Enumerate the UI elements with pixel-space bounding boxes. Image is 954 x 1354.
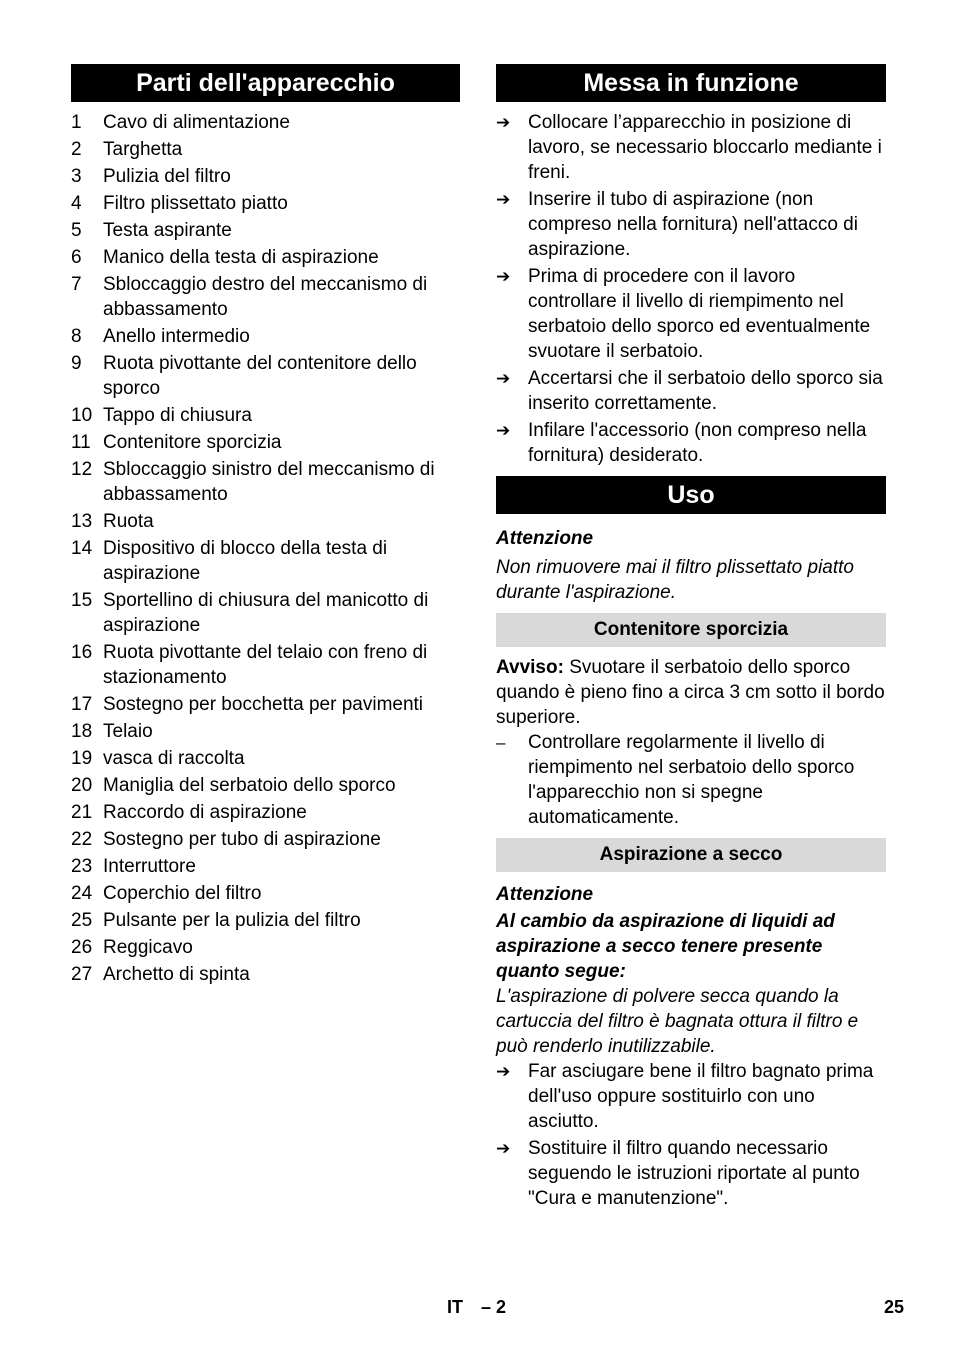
item-label: Filtro plissettato piatto [103, 193, 288, 214]
parts-list-item [71, 962, 460, 987]
item-label: Maniglia del serbatoio dello sporco [103, 775, 396, 796]
parts-list-item [71, 272, 460, 322]
arrow-icon: ➔ [496, 1062, 511, 1081]
item-label: Sbloccaggio sinistro del meccanismo di abbassamento [103, 459, 435, 505]
item-label: Archetto di spinta [103, 964, 250, 985]
parts-list-item [71, 800, 460, 825]
startup-step [496, 187, 886, 262]
dry-attention-label: Attenzione [496, 884, 594, 905]
parts-list-item [71, 854, 460, 879]
parts-list-item [71, 457, 460, 507]
item-number: 6 [71, 247, 82, 268]
step-text: Prima di procedere con il lavoro controllare il livello di riempimento nel serbatoio dello sporco ed eventualmente svuotare il serbatoio. [528, 266, 871, 362]
item-label: vasca di raccolta [103, 748, 245, 769]
parts-list-item [71, 403, 460, 428]
parts-list-item [71, 218, 460, 243]
parts-list-item [71, 588, 460, 638]
item-number: 5 [71, 220, 82, 241]
parts-heading: Parti dell'apparecchio [71, 64, 460, 102]
item-number: 7 [71, 274, 82, 295]
startup-step [496, 110, 886, 185]
item-number: 2 [71, 139, 82, 160]
item-number: 18 [71, 721, 93, 742]
arrow-icon: ➔ [496, 369, 511, 388]
left-column [71, 64, 460, 989]
dry-vacuum-steps [496, 1059, 886, 1211]
dash-item-text: Controllare regolarmente il livello di riempimento nel serbatoio dello sporco l'apparecchio non si spegne automaticamente. [528, 732, 855, 828]
dash-symbol: – [496, 733, 506, 752]
startup-steps [496, 110, 886, 468]
parts-list-item [71, 640, 460, 690]
use-attention-label: Attenzione [496, 528, 594, 549]
step-text: Accertarsi che il serbatoio dello sporco sia inserito correttamente. [528, 368, 883, 414]
step-text: Sostituire il filtro quando necessario seguendo le istruzioni riportate al punto "Cura e manutenzione". [528, 1138, 860, 1209]
item-number: 26 [71, 937, 93, 958]
parts-list-item [71, 164, 460, 189]
parts-list-item [71, 827, 460, 852]
dry-vacuum-step [496, 1059, 886, 1134]
container-notice [496, 655, 886, 730]
footer-page-number: 25 [884, 1297, 905, 1317]
startup-step [496, 418, 886, 468]
item-label: Sbloccaggio destro del meccanismo di abbassamento [103, 274, 428, 320]
startup-heading: Messa in funzione [496, 64, 886, 102]
item-label: Raccordo di aspirazione [103, 802, 307, 823]
parts-list [71, 110, 460, 987]
parts-list-item [71, 351, 460, 401]
arrow-icon: ➔ [496, 267, 511, 286]
item-number: 20 [71, 775, 93, 796]
item-label: Sostegno per bocchetta per pavimenti [103, 694, 424, 715]
arrow-icon: ➔ [496, 113, 511, 132]
use-attention-text: Non rimuovere mai il filtro plissettato piatto durante l'aspirazione. [496, 557, 854, 603]
item-number: 21 [71, 802, 93, 823]
item-number: 12 [71, 459, 93, 480]
use-heading: Uso [496, 476, 886, 514]
parts-list-item [71, 137, 460, 162]
parts-list-item [71, 509, 460, 534]
item-label: Pulizia del filtro [103, 166, 231, 187]
right-column [496, 64, 886, 1213]
item-number: 4 [71, 193, 82, 214]
parts-list-item [71, 746, 460, 771]
item-label: Manico della testa di aspirazione [103, 247, 379, 268]
parts-list-item [71, 324, 460, 349]
item-label: Pulsante per la pulizia del filtro [103, 910, 361, 931]
parts-list-item [71, 773, 460, 798]
item-number: 8 [71, 326, 82, 347]
item-label: Ruota pivottante del contenitore dello sporco [103, 353, 417, 399]
parts-list-item [71, 692, 460, 717]
footer-language: IT [447, 1297, 463, 1317]
item-number: 11 [71, 432, 91, 453]
item-label: Ruota pivottante del telaio con freno di stazionamento [103, 642, 428, 688]
parts-list-item [71, 245, 460, 270]
item-number: 19 [71, 748, 93, 769]
item-number: 23 [71, 856, 93, 877]
parts-list-item [71, 110, 460, 135]
dry-bold-warning: Al cambio da aspirazione di liquidi ad aspirazione a secco tenere presente quanto segue: [496, 911, 835, 982]
arrow-icon: ➔ [496, 421, 511, 440]
item-number: 3 [71, 166, 82, 187]
step-text: Inserire il tubo di aspirazione (non compreso nella fornitura) nell'attacco di aspirazione. [528, 189, 858, 260]
item-label: Sportellino di chiusura del manicotto di aspirazione [103, 590, 429, 636]
startup-step [496, 366, 886, 416]
item-number: 15 [71, 590, 93, 611]
item-number: 1 [71, 112, 82, 133]
item-label: Testa aspirante [103, 220, 232, 241]
parts-list-item [71, 536, 460, 586]
item-label: Coperchio del filtro [103, 883, 262, 904]
parts-list-item [71, 881, 460, 906]
parts-list-item [71, 935, 460, 960]
item-number: 24 [71, 883, 93, 904]
step-text: Far asciugare bene il filtro bagnato prima dell'uso oppure sostituirlo con uno asciutto. [528, 1061, 874, 1132]
item-label: Tappo di chiusura [103, 405, 252, 426]
container-heading: Contenitore sporcizia [496, 613, 886, 647]
step-text: Infilare l'accessorio (non compreso nella fornitura) desiderato. [528, 420, 867, 466]
item-label: Dispositivo di blocco della testa di aspirazione [103, 538, 388, 584]
dry-vacuum-heading: Aspirazione a secco [496, 838, 886, 872]
item-label: Sostegno per tubo di aspirazione [103, 829, 381, 850]
parts-list-item [71, 908, 460, 933]
item-label: Contenitore sporcizia [103, 432, 282, 453]
dry-italic-warning: L'aspirazione di polvere secca quando la cartuccia del filtro è bagnata ottura il filtro e può renderlo inutilizzabile. [496, 986, 859, 1057]
arrow-icon: ➔ [496, 190, 511, 209]
parts-list-item [71, 430, 460, 455]
item-number: 9 [71, 353, 82, 374]
item-number: 16 [71, 642, 93, 663]
item-label: Anello intermedio [103, 326, 250, 347]
item-label: Targhetta [103, 139, 183, 160]
item-label: Ruota [103, 511, 154, 532]
item-label: Telaio [103, 721, 153, 742]
dry-vacuum-step [496, 1136, 886, 1211]
startup-step [496, 264, 886, 364]
item-number: 14 [71, 538, 93, 559]
item-label: Reggicavo [103, 937, 193, 958]
item-label: Cavo di alimentazione [103, 112, 290, 133]
notice-text: Svuotare il serbatoio dello sporco quando è pieno fino a circa 3 cm sotto il bordo superiore. [496, 657, 885, 728]
container-dash-item [496, 730, 886, 830]
step-text: Collocare l’apparecchio in posizione di lavoro, se necessario bloccarlo mediante i freni. [528, 112, 882, 183]
notice-label: Avviso: [496, 657, 564, 678]
arrow-icon: ➔ [496, 1139, 511, 1158]
item-number: 22 [71, 829, 93, 850]
item-label: Interruttore [103, 856, 196, 877]
parts-list-item [71, 719, 460, 744]
item-number: 13 [71, 511, 93, 532]
parts-list-item [71, 191, 460, 216]
item-number: 17 [71, 694, 93, 715]
item-number: 10 [71, 405, 93, 426]
footer-section-page: – 2 [481, 1297, 507, 1317]
item-number: 25 [71, 910, 93, 931]
item-number: 27 [71, 964, 93, 985]
